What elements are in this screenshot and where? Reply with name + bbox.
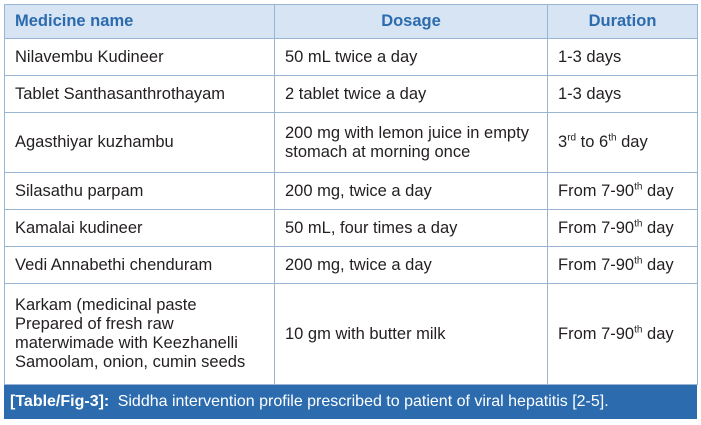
medicine-cell: Kamalai kudineer — [5, 210, 275, 247]
ordinal-suffix: th — [634, 218, 643, 229]
table-row — [5, 76, 698, 113]
duration-text: day — [642, 324, 674, 343]
duration-text: day — [642, 255, 674, 274]
duration-cell: 1-3 days — [548, 39, 698, 76]
medicine-cell: Nilavembu Kudineer — [5, 39, 275, 76]
dosage-cell: 50 mL twice a day — [275, 39, 548, 76]
dosage-cell: 200 mg with lemon juice in empty stomach at morning once — [275, 113, 548, 173]
table-row — [5, 113, 698, 173]
column-header-dosage: Dosage — [275, 5, 548, 39]
table-row — [5, 284, 698, 385]
duration-text: day — [616, 133, 648, 151]
table-row — [5, 39, 698, 76]
duration-text: From 7-90 — [558, 218, 635, 237]
duration-text: day — [642, 181, 674, 200]
medicine-cell: Agasthiyar kuzhambu — [5, 113, 275, 173]
dosage-cell: 200 mg, twice a day — [275, 247, 548, 284]
duration-text: From 7-90 — [558, 255, 635, 274]
dosage-cell: 50 mL, four times a day — [275, 210, 548, 247]
medicine-cell: Karkam (medicinal paste Prepared of fresh raw materwimade with Keezhanelli Samoolam, onion, cumin seeds — [5, 284, 275, 385]
caption-text: Siddha intervention profile prescribed to patient of viral hepatitis [2-5]. — [117, 393, 609, 410]
duration-cell — [548, 210, 698, 247]
duration-cell — [548, 247, 698, 284]
ordinal-suffix: th — [634, 255, 643, 266]
duration-cell — [548, 173, 698, 210]
duration-cell — [548, 284, 698, 385]
medicine-cell: Vedi Annabethi chenduram — [5, 247, 275, 284]
caption-label: [Table/Fig-3]: — [10, 393, 110, 410]
ordinal-suffix: th — [634, 324, 643, 335]
duration-text: day — [642, 218, 674, 237]
duration-text: 3 — [558, 133, 568, 151]
table-caption — [4, 385, 697, 419]
dosage-cell: 10 gm with butter milk — [275, 284, 548, 385]
table-row — [5, 173, 698, 210]
ordinal-suffix: th — [634, 181, 643, 192]
medicine-cell: Tablet Santhasanthrothayam — [5, 76, 275, 113]
dosage-cell: 2 tablet twice a day — [275, 76, 548, 113]
table-row — [5, 210, 698, 247]
duration-text: From 7-90 — [558, 181, 635, 200]
table-figure — [4, 4, 697, 419]
table-header-row — [5, 5, 698, 39]
siddha-intervention-table — [4, 4, 698, 385]
duration-text: From 7-90 — [558, 324, 635, 343]
duration-cell — [548, 113, 698, 173]
ordinal-suffix: rd — [567, 132, 577, 144]
dosage-cell: 200 mg, twice a day — [275, 173, 548, 210]
column-header-medicine-name: Medicine name — [5, 5, 275, 39]
duration-text: to 6 — [576, 133, 609, 151]
column-header-duration: Duration — [548, 5, 698, 39]
duration-cell: 1-3 days — [548, 76, 698, 113]
medicine-cell: Silasathu parpam — [5, 173, 275, 210]
table-row — [5, 247, 698, 284]
ordinal-suffix: th — [608, 132, 617, 144]
